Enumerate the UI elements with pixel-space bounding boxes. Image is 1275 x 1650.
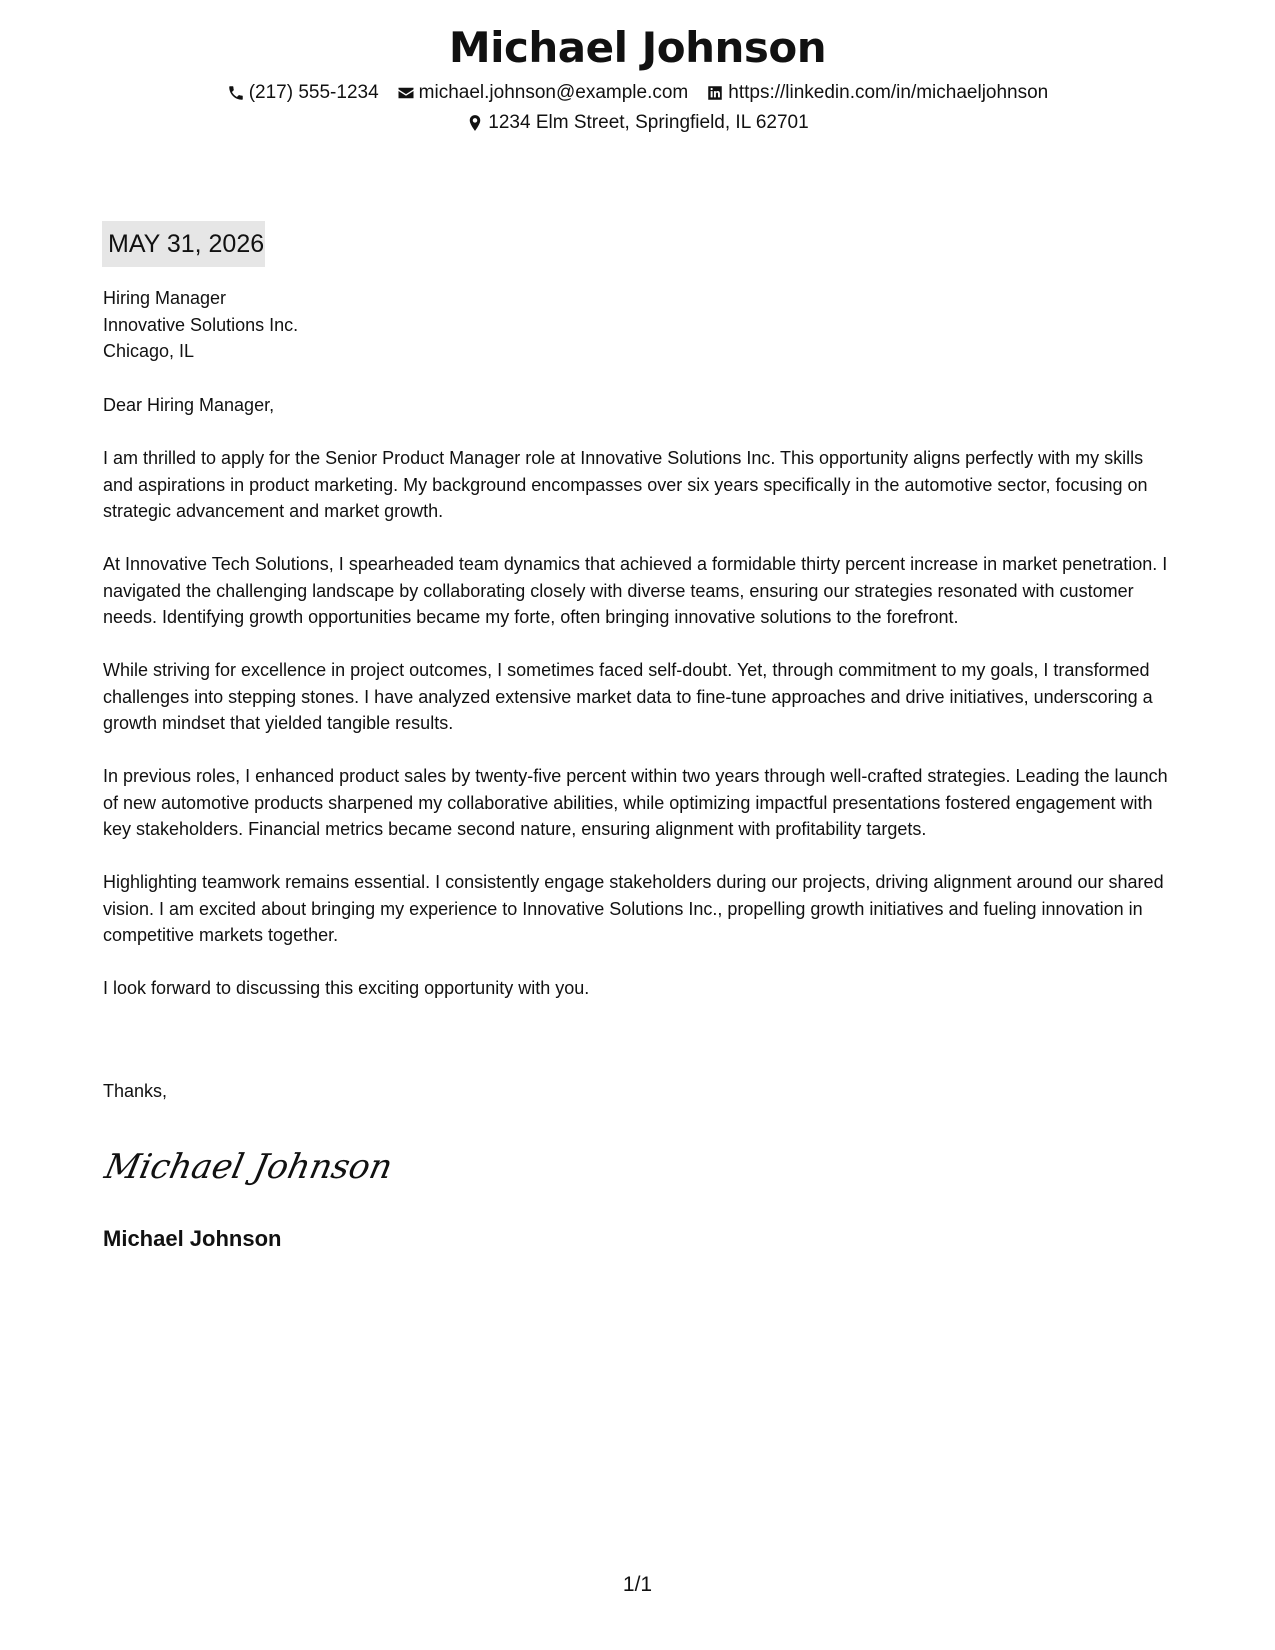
applicant-name: Michael Johnson bbox=[448, 23, 827, 72]
contact-email[interactable] bbox=[397, 78, 689, 108]
contact-linkedin[interactable] bbox=[706, 78, 1048, 108]
email-text[interactable]: michael.johnson@example.com bbox=[418, 82, 689, 103]
body-paragraph: In previous roles, I enhanced product sales by twenty-five percent within two years through well-crafted strategies. Leading the launch of new automotive products sharpened my collaborative abilities, while optimizing impactful presentations fostered engagement with key stakeholders. Financial metrics became second nature, ensuring alignment with profitability targets. bbox=[103, 766, 1168, 839]
page-number: 1/1 bbox=[622, 1573, 653, 1596]
salutation: Dear Hiring Manager, bbox=[103, 395, 275, 415]
recipient-title: Hiring Manager bbox=[103, 288, 227, 308]
signer-name: Michael Johnson bbox=[103, 1226, 282, 1251]
contact-line bbox=[0, 78, 1275, 108]
address-line bbox=[0, 108, 1275, 138]
map-marker-icon bbox=[466, 114, 484, 132]
closing: Thanks, bbox=[103, 1081, 168, 1101]
contact-phone bbox=[227, 78, 379, 108]
signature-image bbox=[101, 1136, 396, 1192]
letter-header bbox=[0, 18, 1275, 138]
letter-body bbox=[103, 392, 1173, 1028]
phone-text: (217) 555-1234 bbox=[248, 82, 379, 103]
body-paragraph: While striving for excellence in project outcomes, I sometimes faced self-doubt. Yet, through commitment to my goals, I transformed challenges into stepping stones. I have analyzed extensive market data to fine-tune approaches and drive initiatives, underscoring a growth mindset that yielded tangible results. bbox=[103, 660, 1153, 733]
envelope-icon bbox=[397, 84, 415, 102]
phone-icon bbox=[227, 84, 245, 102]
contact-address bbox=[466, 108, 808, 138]
recipient-company: Innovative Solutions Inc. bbox=[103, 314, 299, 335]
address-text: 1234 Elm Street, Springfield, IL 62701 bbox=[488, 112, 809, 133]
body-paragraph: I am thrilled to apply for the Senior Product Manager role at Innovative Solutions Inc. This opportunity aligns perfectly with my skills and aspirations in product marketing. My background encompasses over six years specifically in the automotive sector, focusing on strategic advancement and market growth. bbox=[103, 448, 1148, 521]
handwritten-signature bbox=[101, 1136, 396, 1192]
letter-date: MAY 31, 2026 bbox=[102, 221, 265, 267]
recipient-location: Chicago, IL bbox=[103, 341, 195, 361]
linkedin-text[interactable]: https://linkedin.com/in/michaeljohnson bbox=[728, 82, 1049, 103]
linkedin-icon bbox=[706, 84, 724, 102]
recipient-block bbox=[103, 285, 298, 365]
signature-script: Michael Johnson bbox=[101, 1147, 396, 1187]
body-paragraph: I look forward to discussing this exciting opportunity with you. bbox=[103, 978, 590, 998]
body-paragraph: Highlighting teamwork remains essential. I consistently engage stakeholders during our projects, driving alignment around our shared vision. I am excited about bringing my experience to Innovative Solutions Inc., propelling growth initiatives and fueling innovation in competitive markets together. bbox=[103, 872, 1164, 945]
body-paragraph: At Innovative Tech Solutions, I spearheaded team dynamics that achieved a formidable thirty percent increase in market penetration. I navigated the challenging landscape by collaborating closely with diverse teams, ensuring our strategies resonated with customer needs. Identifying growth opportunities became my forte, often bringing innovative solutions to the forefront. bbox=[103, 554, 1168, 627]
